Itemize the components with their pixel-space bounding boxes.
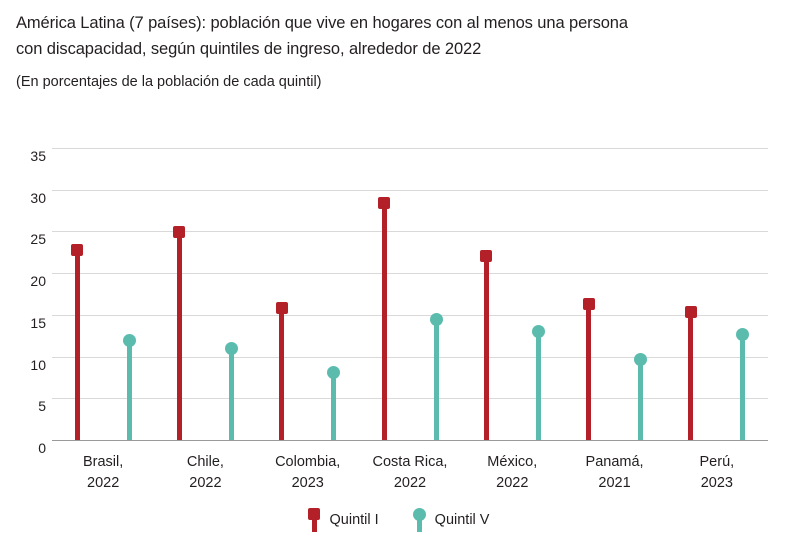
plot-area <box>0 140 797 456</box>
data-point-marker <box>276 302 288 314</box>
gridline <box>52 273 768 274</box>
x-axis-category-line: Costa Rica, <box>372 454 448 470</box>
gridline <box>52 315 768 316</box>
series-stem <box>279 308 284 440</box>
series-stem <box>127 341 132 440</box>
x-axis-category-line: 2022 <box>189 475 222 491</box>
gridline <box>52 357 768 358</box>
x-axis-category-line: 2022 <box>496 475 529 491</box>
chart-subtitle: (En porcentajes de la población de cada quintil) <box>16 74 322 90</box>
data-point-marker <box>583 298 595 310</box>
series-stem <box>434 320 439 440</box>
data-point-marker <box>71 244 83 256</box>
y-axis-tick-label: 35 <box>30 148 46 164</box>
legend-label: Quintil I <box>329 512 379 528</box>
y-axis-tick-label: 30 <box>30 189 46 206</box>
plot-canvas <box>52 148 768 440</box>
legend-dot <box>413 508 426 521</box>
series-stem <box>75 250 80 440</box>
x-axis-category-line: 2023 <box>700 475 733 491</box>
chart-legend <box>0 508 797 532</box>
y-axis-tick-label: 15 <box>30 314 46 331</box>
chart-title-line-1: América Latina (7 países): población que vive en hogares con al menos una persona <box>16 14 628 32</box>
data-point-marker <box>430 313 443 326</box>
series-stem <box>740 335 745 440</box>
series-stem <box>638 359 643 440</box>
series-stem <box>688 312 693 440</box>
x-axis-category-line: Panamá, <box>585 454 644 470</box>
legend-marker-icon <box>413 508 426 532</box>
y-axis-tick-label: 20 <box>30 273 46 290</box>
gridline <box>52 190 768 191</box>
legend-item[interactable] <box>308 508 379 532</box>
gridline <box>52 231 768 232</box>
y-axis-tick-label: 0 <box>38 440 46 456</box>
x-axis-category-line: 2022 <box>87 475 120 491</box>
x-axis-labels <box>52 452 768 512</box>
data-point-marker <box>123 334 136 347</box>
x-axis-category-line: 2023 <box>291 475 324 491</box>
x-axis-category-line: Perú, <box>699 454 735 470</box>
data-point-marker <box>480 250 492 262</box>
series-stem <box>177 232 182 440</box>
x-axis-category-label <box>657 452 777 494</box>
legend-label: Quintil V <box>434 512 490 528</box>
gridline <box>52 398 768 399</box>
series-stem <box>536 332 541 440</box>
chart-title-line-2: con discapacidad, según quintiles de ingreso, alrededor de 2022 <box>16 40 482 58</box>
data-point-marker <box>685 306 697 318</box>
x-axis-category-line: Colombia, <box>275 454 341 470</box>
x-axis-category-line: Brasil, <box>82 454 124 470</box>
legend-marker-icon <box>308 508 321 532</box>
chart-header <box>16 10 781 92</box>
data-point-marker <box>327 366 340 379</box>
data-point-marker <box>378 197 390 209</box>
y-axis-tick-label: 25 <box>30 231 46 248</box>
data-point-marker <box>634 353 647 366</box>
gridline <box>52 148 768 149</box>
x-axis-category-line: México, <box>487 454 538 470</box>
x-axis-category-line: 2021 <box>598 475 631 491</box>
series-stem <box>331 372 336 440</box>
data-point-marker <box>736 328 749 341</box>
series-stem <box>229 348 234 440</box>
y-axis-tick-label: 5 <box>38 398 46 415</box>
data-point-marker <box>532 325 545 338</box>
x-axis-category-line: Chile, <box>186 454 224 470</box>
series-stem <box>586 304 591 440</box>
data-point-marker <box>225 342 238 355</box>
series-stem <box>382 203 387 440</box>
axis-baseline <box>52 440 768 441</box>
data-point-marker <box>173 226 185 238</box>
series-stem <box>484 256 489 440</box>
x-axis-category-line: 2022 <box>393 475 427 491</box>
y-axis <box>0 148 46 456</box>
legend-item[interactable] <box>413 508 490 532</box>
legend-dot <box>308 508 320 520</box>
y-axis-tick-label: 10 <box>30 356 46 373</box>
